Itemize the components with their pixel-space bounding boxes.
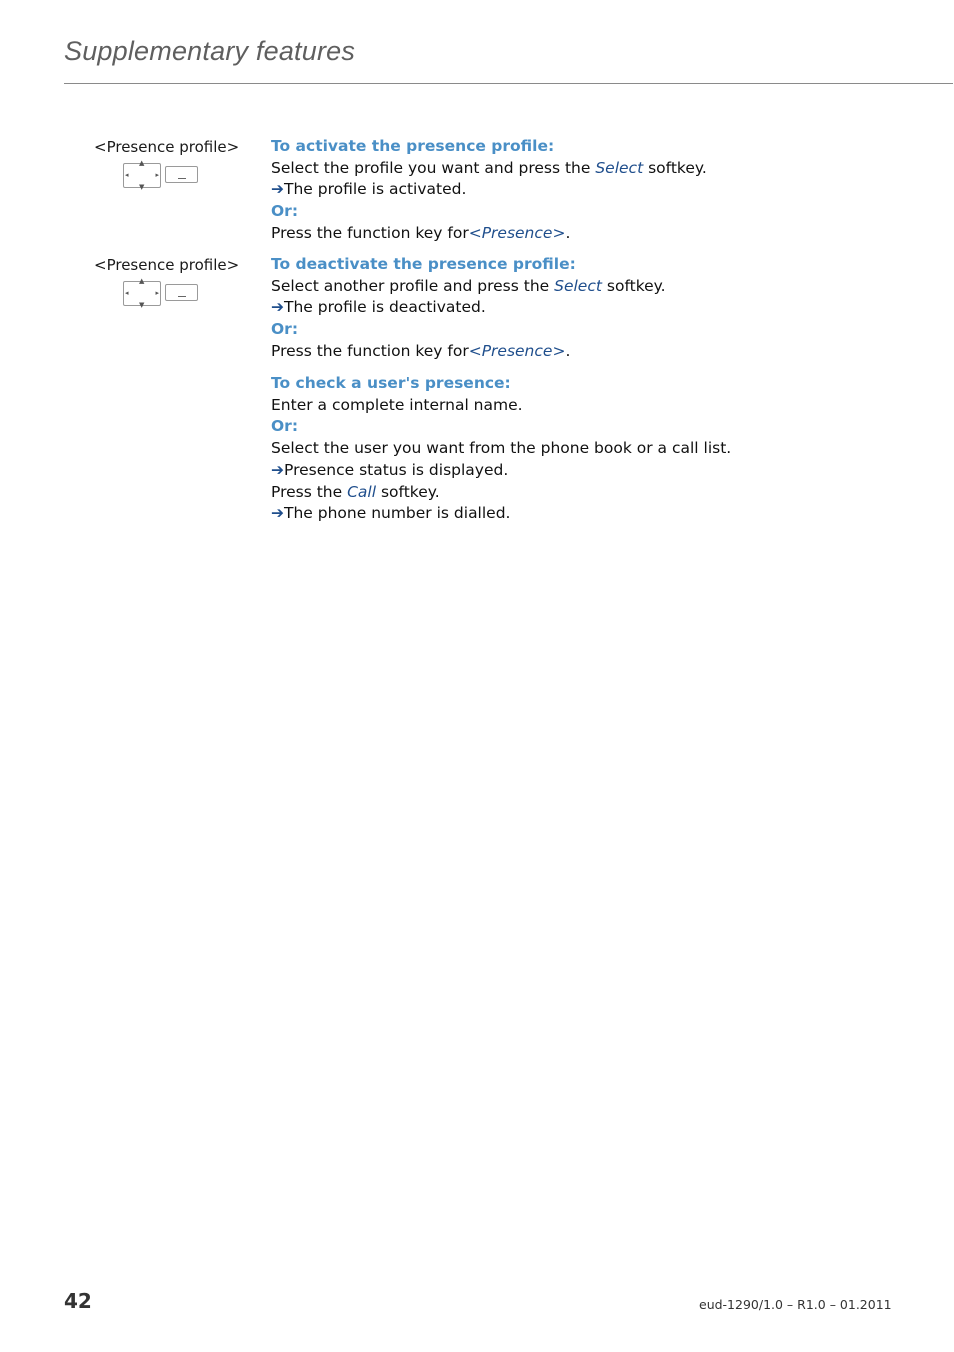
result-line: ➔The profile is activated. (271, 180, 467, 199)
or-label: Or: (271, 202, 299, 221)
arrow-icon: ➔ (271, 460, 284, 479)
instruction-line: Select another profile and press the Select softkey. (271, 276, 666, 295)
section-heading: To check a user's presence: (271, 374, 511, 392)
softkey-icon (165, 166, 198, 183)
arrow-icon: ➔ (271, 504, 284, 523)
instruction-line: Select the user you want from the phone book or a call list. (271, 439, 732, 458)
softkey-icon (165, 284, 198, 301)
header-rule (64, 83, 953, 84)
arrow-icon: ➔ (271, 298, 284, 317)
instruction-line: Select the profile you want and press the Select softkey. (271, 158, 707, 177)
section-heading: To activate the presence profile: (271, 137, 555, 155)
presence-profile-label: <Presence profile> (94, 256, 240, 274)
result-line: ➔Presence status is displayed. (271, 460, 509, 479)
deactivate-section (271, 254, 666, 363)
result-line: ➔The profile is deactivated. (271, 298, 486, 317)
activate-section (271, 136, 707, 245)
navigation-key-icon: ▲ ▼ ◂ ▸ (125, 159, 159, 191)
or-label: Or: (271, 417, 299, 436)
presence-profile-label: <Presence profile> (94, 138, 240, 156)
instruction-line: Enter a complete internal name. (271, 395, 523, 414)
navigation-key-icon: ▲ ▼ ◂ ▸ (125, 277, 159, 309)
or-label: Or: (271, 320, 299, 339)
arrow-icon: ➔ (271, 180, 284, 199)
section-heading: To deactivate the presence profile: (271, 255, 576, 273)
page-number: 42 (64, 1289, 92, 1313)
instruction-line: Press the function key for<Presence>. (271, 223, 571, 242)
check-presence-section (271, 373, 731, 525)
key-icons (123, 277, 198, 309)
instruction-line: Press the Call softkey. (271, 482, 440, 501)
result-line: ➔The phone number is dialled. (271, 504, 511, 523)
document-reference: eud-1290/1.0 – R1.0 – 01.2011 (699, 1297, 892, 1312)
key-icons (123, 159, 198, 191)
page-title: Supplementary features (64, 36, 356, 66)
instruction-line: Press the function key for<Presence>. (271, 341, 571, 360)
